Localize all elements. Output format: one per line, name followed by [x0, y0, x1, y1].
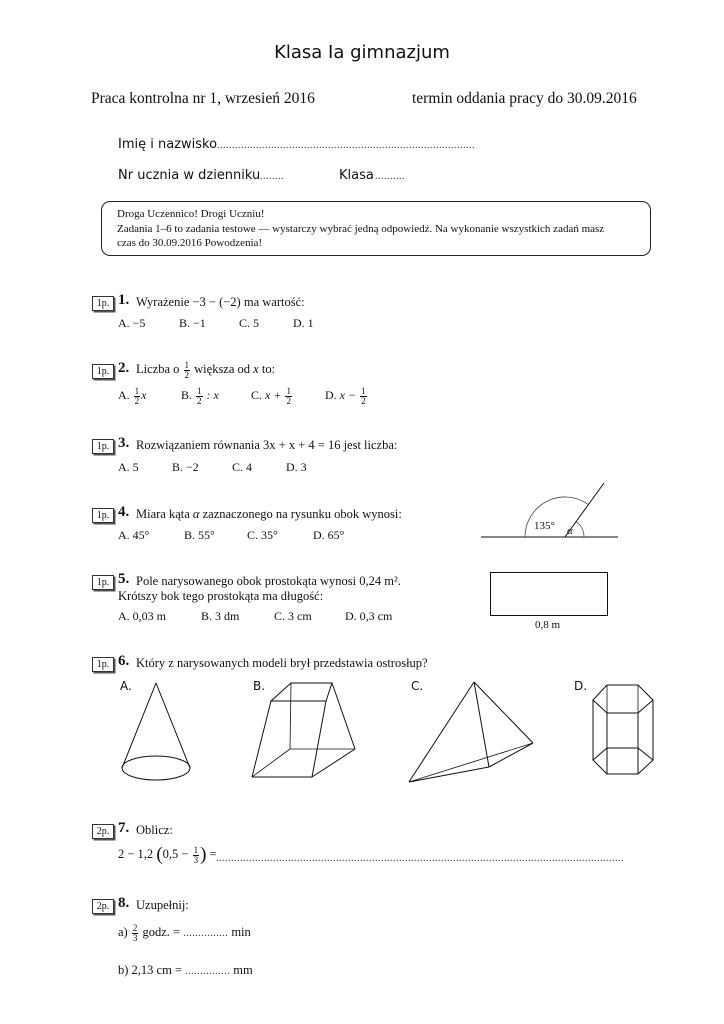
equation: 3x + x + 4 = 16	[263, 438, 341, 452]
points-badge: 2p.	[92, 899, 114, 914]
q8a-answer-field[interactable]: ...............	[183, 928, 229, 939]
q2-text-post: większa od	[194, 362, 251, 376]
q2-answer-c[interactable]: C. x + $\frac{1}{2}$	[251, 385, 291, 406]
question-number: 6.	[118, 653, 130, 669]
q1-answer-a[interactable]: A. −5	[118, 316, 146, 330]
instructions-line-2: Zadania 1–6 to zadania testowe — wystarczy wybrać jedną odpowiedź. Na wykonanie wszystkich zadań masz	[117, 222, 605, 235]
cone-figure	[118, 680, 218, 790]
header-left: Praca kontrolna nr 1, wrzesień 2016	[91, 90, 315, 107]
page-title: Klasa Ia gimnazjum	[274, 42, 450, 63]
q4-answer-b[interactable]: B. 55°	[184, 528, 215, 542]
angle-135-label: 135°	[534, 520, 555, 532]
rectangle-width-label: 0,8 m	[535, 619, 561, 631]
q1-answer-b[interactable]: B. −1	[179, 316, 206, 330]
q3-answer-a[interactable]: A. 5	[118, 460, 139, 474]
number-field[interactable]: ..........	[254, 171, 284, 182]
question-text: Rozwiązaniem równania 3x + x + 4 = 16 jest liczba:	[136, 438, 398, 452]
q5-answer-d[interactable]: D. 0,3 cm	[345, 609, 393, 623]
q7-answer-field[interactable]: ........................................................................................................................................	[216, 853, 624, 864]
question-text: Uzupełnij:	[136, 898, 189, 912]
points-badge: 1p.	[92, 657, 114, 672]
q4-answer-d[interactable]: D. 65°	[313, 528, 345, 542]
q8b-answer-field[interactable]: ...............	[185, 966, 231, 977]
question-text: Oblicz:	[136, 823, 173, 837]
name-label: Imię i nazwisko	[118, 137, 218, 152]
question-text: Miara kąta α zaznaczonego na rysunku obok wynosi:	[136, 507, 402, 521]
q1-answer-c[interactable]: C. 5	[239, 316, 260, 330]
q6-answer-c[interactable]: C.	[411, 679, 424, 693]
instructions-line-3: czas do 30.09.2016 Powodzenia!	[117, 237, 263, 249]
q5-answer-b[interactable]: B. 3 dm	[201, 609, 240, 623]
q6-answer-a[interactable]: A.	[120, 679, 132, 693]
number-label: Nr ucznia w dzienniku	[118, 168, 261, 183]
q2-text-end: to:	[261, 362, 276, 376]
question-text	[136, 358, 275, 380]
q5-answer-a[interactable]: A. 0,03 m	[118, 609, 166, 623]
q1-answer-d[interactable]: D. 1	[293, 316, 314, 330]
q3-answer-c[interactable]: C. 4	[232, 460, 253, 474]
q6-answer-b[interactable]: B.	[253, 679, 266, 693]
q2-answer-a[interactable]: A. $\frac{1}{2}$ x	[118, 385, 147, 406]
q2-answer-d[interactable]: D. x − $\frac{1}{2}$	[325, 385, 366, 406]
question-text: Pole narysowanego obok prostokąta wynosi 0,24 m².	[136, 574, 401, 588]
q4-answer-a[interactable]: A. 45°	[118, 528, 150, 542]
angle-alpha-label: α	[567, 525, 573, 537]
q6-answer-d[interactable]: D.	[574, 679, 588, 693]
q8a-row: a) $\frac{2}{3}$ godz. = ............... min	[118, 922, 251, 943]
name-field[interactable]: ......................................................................................	[217, 140, 475, 151]
instructions-line-1: Droga Uczennico! Drogi Uczniu!	[117, 208, 265, 220]
q8b-row: b) 2,13 cm = ............... mm	[118, 963, 253, 977]
question-number: 5.	[118, 571, 130, 587]
question-number: 3.	[118, 435, 130, 451]
pyramid-figure	[405, 680, 545, 790]
q2-text-pre: Liczba o	[136, 362, 180, 376]
rectangle-figure	[490, 572, 608, 616]
q4-answer-c[interactable]: C. 35°	[247, 528, 278, 542]
q5-answer-c[interactable]: C. 3 cm	[274, 609, 312, 623]
question-number: 8.	[118, 895, 130, 911]
question-number: 7.	[118, 820, 130, 836]
points-badge: 1p.	[92, 508, 114, 523]
question-number: 4.	[118, 504, 130, 520]
question-text-2: Krótszy bok tego prostokąta ma długość:	[118, 589, 324, 603]
q3-answer-b[interactable]: B. −2	[172, 460, 199, 474]
class-label: Klasa	[339, 168, 374, 183]
hexagonal-prism-figure	[590, 680, 660, 790]
class-field[interactable]: ..........	[375, 171, 405, 182]
q3-answer-d[interactable]: D. 3	[286, 460, 307, 474]
question-number: 1.	[118, 292, 130, 308]
points-badge: 1p.	[92, 575, 114, 590]
question-number: 2.	[118, 360, 130, 376]
header-right: termin oddania pracy do 30.09.2016	[412, 90, 637, 107]
frustum-figure	[248, 680, 368, 790]
points-badge: 2p.	[92, 824, 114, 839]
points-badge: 1p.	[92, 439, 114, 454]
question-text: Wyrażenie −3 − (−2) ma wartość:	[136, 295, 305, 309]
q2-answer-b[interactable]: B. $\frac{1}{2}$ : x	[181, 385, 219, 406]
instructions-box	[101, 201, 651, 256]
variable-x: x	[253, 362, 259, 376]
points-badge: 1p.	[92, 364, 114, 379]
question-text: Który z narysowanych modeli brył przedstawia ostrosłup?	[136, 656, 428, 670]
fraction-one-half: $\frac{1}{2}$	[184, 359, 190, 380]
q7-expression: 2 − 1,2 (0,5 − $\frac{1}{3}$ ) =	[118, 844, 217, 866]
points-badge: 1p.	[92, 296, 114, 311]
